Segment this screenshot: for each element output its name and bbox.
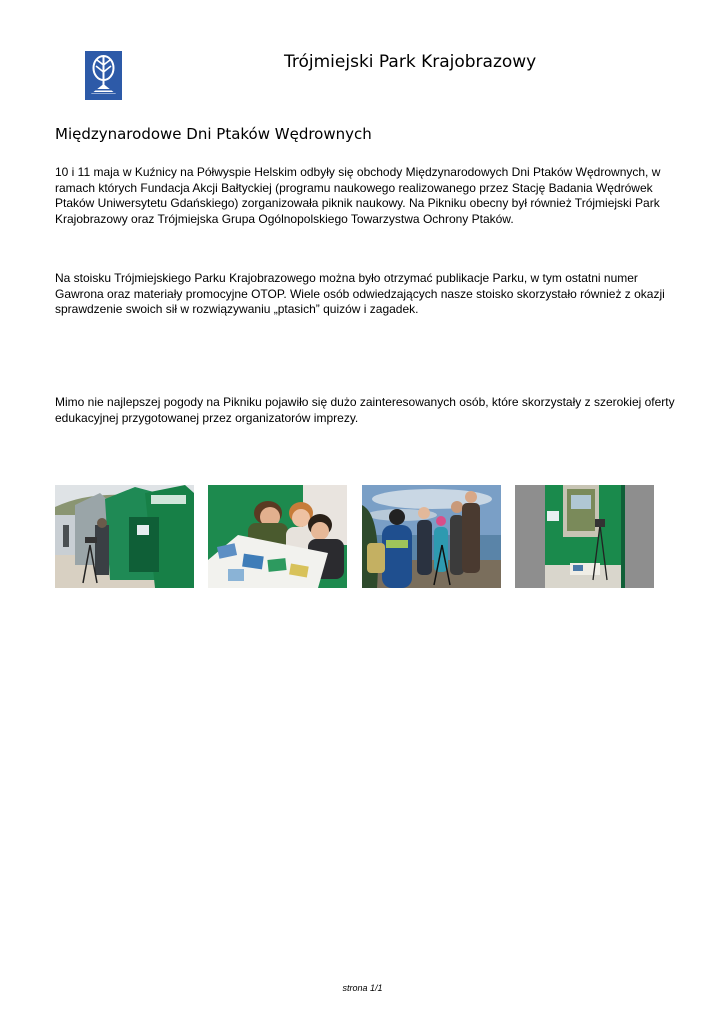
gallery-photo-tents[interactable] xyxy=(55,485,194,588)
article-paragraph-3: Mimo nie najlepszej pogody na Pikniku pojawiło się dużo zainteresowanych osób, które skorzystały z szerokiej oferty edukacyjnej przygotowanej przez organizatorów imprezy. xyxy=(55,395,675,425)
gallery-photo-table[interactable] xyxy=(208,485,347,588)
shore-photo-image xyxy=(362,485,501,588)
gallery-photo-tent-board[interactable] xyxy=(515,485,654,588)
article-paragraph-2: Na stoisku Trójmiejskiego Parku Krajobrazowego można było otrzymać publikacje Parku, w tym ostatni numer Gawrona oraz materiały promocyjne OTOP. Wiele osób odwiedzających nasze stoisko skorzystało również z okazji sprawdzenie swoich sił w rozwiązywaniu „ptasich” quizów i zagadek. xyxy=(55,271,665,316)
article-title: Międzynarodowe Dni Ptaków Wędrownych xyxy=(55,125,372,143)
tent-board-photo-image xyxy=(515,485,654,588)
article-paragraph-1: 10 i 11 maja w Kuźnicy na Półwyspie Helskim odbyły się obchody Międzynarodowych Dni Ptaków Wędrownych, w ramach których Fundacja Akcji Bałtyckiej (programu naukowego realizowanego przez Stację Badania Wędrówek Ptaków Uniwersytetu Gdańskiego) zorganizowała piknik naukowy. Na Pikniku obecny był również Trójmiejski Park Krajobrazowy oraz Trójmiejska Grupa Ogólnopolskiego Towarzystwa Ochrony Ptaków. xyxy=(55,165,661,226)
park-logo xyxy=(85,51,122,100)
gallery-photo-shore[interactable] xyxy=(362,485,501,588)
tents-photo-image xyxy=(55,485,194,588)
page-number: strona 1/1 xyxy=(342,983,383,993)
table-photo-image xyxy=(208,485,347,588)
organization-title: Trójmiejski Park Krajobrazowy xyxy=(284,52,537,72)
tree-leaf-logo-icon xyxy=(85,51,122,100)
